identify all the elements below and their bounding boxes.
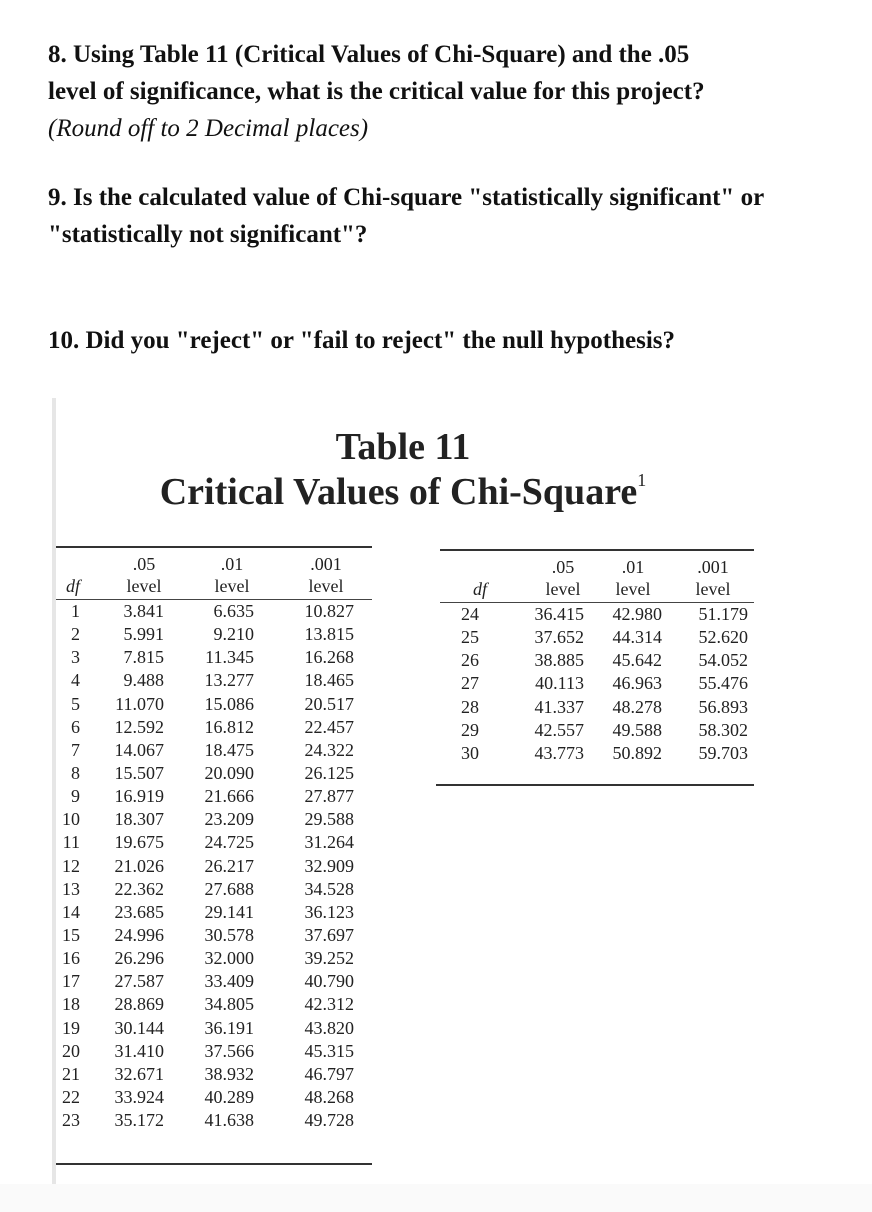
level-05-cell: 15.507 xyxy=(114,763,164,784)
table-footnote-mark: 1 xyxy=(637,470,647,490)
df-cell: 28 xyxy=(461,696,479,717)
df-cell: 1 xyxy=(71,601,80,622)
df-cell: 5 xyxy=(71,693,80,714)
question-9-line-1: 9. Is the calculated value of Chi-square "statistically significant" or xyxy=(48,184,765,211)
df-cell: 13 xyxy=(62,878,80,899)
level-05-cell: 11.070 xyxy=(115,693,164,714)
table-row xyxy=(52,669,374,692)
level-01-cell: 44.314 xyxy=(612,627,662,648)
level-05-cell: 36.415 xyxy=(534,604,584,625)
left-header-col-05-top: .05 xyxy=(132,554,156,574)
df-cell: 15 xyxy=(62,925,80,946)
level-05-cell: 42.557 xyxy=(534,719,584,740)
table-row xyxy=(52,901,374,924)
level-05-cell: 19.675 xyxy=(114,832,164,853)
question-8 xyxy=(48,36,848,147)
level-001-cell: 20.517 xyxy=(304,693,354,714)
level-05-cell: 33.924 xyxy=(114,1087,164,1108)
left-header-df: df xyxy=(65,576,80,596)
table-row xyxy=(52,855,374,878)
right-header-df: df xyxy=(472,579,487,599)
table-row xyxy=(52,1086,374,1109)
level-05-cell: 9.488 xyxy=(123,670,164,691)
df-cell: 11 xyxy=(62,832,80,853)
left-header-col-01-level: level xyxy=(214,576,250,596)
level-001-cell: 39.252 xyxy=(304,948,354,969)
level-001-cell: 32.909 xyxy=(304,855,354,876)
level-01-cell: 15.086 xyxy=(204,693,254,714)
level-01-cell: 42.980 xyxy=(612,604,662,625)
level-01-cell: 33.409 xyxy=(204,971,254,992)
table-row xyxy=(52,970,374,993)
question-10 xyxy=(48,322,848,359)
table-row xyxy=(452,672,758,695)
level-05-cell: 38.885 xyxy=(534,650,584,671)
level-001-cell: 45.315 xyxy=(304,1040,354,1061)
chi-square-table-right xyxy=(452,603,758,765)
left-table-top-rule xyxy=(56,546,372,548)
level-01-cell: 20.090 xyxy=(204,763,254,784)
level-001-cell: 46.797 xyxy=(304,1063,354,1084)
table-row xyxy=(452,742,758,765)
level-001-cell: 37.697 xyxy=(304,925,354,946)
level-001-cell: 18.465 xyxy=(304,670,354,691)
right-header-col-05-top: .05 xyxy=(551,557,575,577)
level-05-cell: 37.652 xyxy=(534,627,584,648)
level-01-cell: 49.588 xyxy=(612,719,662,740)
level-001-cell: 43.820 xyxy=(304,1017,354,1038)
right-header-col-001-level: level xyxy=(695,579,731,599)
left-header-col-05 xyxy=(104,553,184,597)
right-header-col-01 xyxy=(598,556,668,600)
level-05-cell: 30.144 xyxy=(114,1017,164,1038)
level-05-cell: 18.307 xyxy=(114,809,164,830)
level-01-cell: 29.141 xyxy=(204,901,254,922)
level-01-cell: 45.642 xyxy=(612,650,662,671)
level-01-cell: 32.000 xyxy=(204,948,254,969)
chi-square-table-left xyxy=(52,600,374,1132)
right-header-col-01-level: level xyxy=(615,579,651,599)
level-01-cell: 11.345 xyxy=(205,647,254,668)
level-01-cell: 37.566 xyxy=(204,1040,254,1061)
level-01-cell: 18.475 xyxy=(204,739,254,760)
level-001-cell: 27.877 xyxy=(304,786,354,807)
df-cell: 29 xyxy=(461,719,479,740)
df-cell: 6 xyxy=(71,716,80,737)
question-8-line-1: 8. Using Table 11 (Critical Values of Chi-Square) and the .05 xyxy=(48,41,690,68)
table-subtitle xyxy=(103,470,703,514)
left-header-col-001 xyxy=(284,553,368,597)
table-row xyxy=(52,739,374,762)
level-01-cell: 40.289 xyxy=(204,1087,254,1108)
level-001-cell: 26.125 xyxy=(304,763,354,784)
level-001-cell: 22.457 xyxy=(304,716,354,737)
level-001-cell: 13.815 xyxy=(304,624,354,645)
level-001-cell: 24.322 xyxy=(304,739,354,760)
level-001-cell: 58.302 xyxy=(698,719,748,740)
df-cell: 12 xyxy=(62,855,80,876)
table-row xyxy=(52,785,374,808)
level-001-cell: 16.268 xyxy=(304,647,354,668)
right-header-col-001-top: .001 xyxy=(697,557,729,577)
df-cell: 25 xyxy=(461,627,479,648)
level-01-cell: 50.892 xyxy=(612,742,662,763)
level-01-cell: 36.191 xyxy=(204,1017,254,1038)
table-row xyxy=(452,603,758,626)
df-cell: 26 xyxy=(461,650,479,671)
df-cell: 14 xyxy=(62,901,80,922)
level-05-cell: 21.026 xyxy=(114,855,164,876)
level-05-cell: 24.996 xyxy=(114,925,164,946)
page-bottom-shade xyxy=(0,1184,872,1212)
table-title: Table 11 xyxy=(335,426,471,468)
df-cell: 24 xyxy=(461,604,479,625)
df-cell: 27 xyxy=(461,673,479,694)
question-8-note: (Round off to 2 Decimal places) xyxy=(48,115,369,142)
level-05-cell: 14.067 xyxy=(114,739,164,760)
right-table-top-rule xyxy=(440,549,754,551)
df-cell: 23 xyxy=(62,1110,80,1131)
table-row xyxy=(52,878,374,901)
level-05-cell: 35.172 xyxy=(114,1110,164,1131)
level-001-cell: 55.476 xyxy=(698,673,748,694)
level-05-cell: 31.410 xyxy=(114,1040,164,1061)
question-10-line-1: 10. Did you "reject" or "fail to reject" the null hypothesis? xyxy=(48,327,675,354)
table-row xyxy=(52,1063,374,1086)
level-01-cell: 38.932 xyxy=(204,1063,254,1084)
level-01-cell: 41.638 xyxy=(204,1110,254,1131)
table-row xyxy=(52,1109,374,1132)
df-cell: 20 xyxy=(62,1040,80,1061)
df-cell: 17 xyxy=(62,971,80,992)
level-001-cell: 48.268 xyxy=(304,1087,354,1108)
table-row xyxy=(452,696,758,719)
question-8-line-2: level of significance, what is the critical value for this project? xyxy=(48,78,705,105)
level-001-cell: 59.703 xyxy=(698,742,748,763)
level-05-cell: 16.919 xyxy=(114,786,164,807)
table-row xyxy=(52,693,374,716)
level-05-cell: 27.587 xyxy=(114,971,164,992)
level-05-cell: 7.815 xyxy=(123,647,164,668)
df-cell: 22 xyxy=(62,1087,80,1108)
level-001-cell: 34.528 xyxy=(304,878,354,899)
table-row xyxy=(52,1040,374,1063)
right-header-col-05 xyxy=(528,556,598,600)
level-05-cell: 23.685 xyxy=(114,901,164,922)
level-05-cell: 41.337 xyxy=(534,696,584,717)
table-row xyxy=(452,626,758,649)
table-subtitle-text: Critical Values of Chi-Square xyxy=(159,471,638,513)
level-01-cell: 6.635 xyxy=(213,601,254,622)
right-header-col-05-level: level xyxy=(545,579,581,599)
level-001-cell: 54.052 xyxy=(698,650,748,671)
question-9-line-2: "statistically not significant"? xyxy=(48,221,368,248)
table-row xyxy=(452,719,758,742)
df-cell: 4 xyxy=(71,670,80,691)
left-header-col-001-level: level xyxy=(308,576,344,596)
table-row xyxy=(52,600,374,623)
left-table-bottom-rule xyxy=(56,1163,372,1165)
df-cell: 16 xyxy=(62,948,80,969)
question-9 xyxy=(48,179,848,253)
level-01-cell: 23.209 xyxy=(204,809,254,830)
level-05-cell: 22.362 xyxy=(114,878,164,899)
level-01-cell: 9.210 xyxy=(213,624,254,645)
df-cell: 30 xyxy=(461,742,479,763)
df-cell: 18 xyxy=(62,994,80,1015)
right-header-col-001 xyxy=(676,556,750,600)
right-header-col-01-top: .01 xyxy=(621,557,645,577)
left-header-col-01 xyxy=(192,553,272,597)
df-cell: 9 xyxy=(71,786,80,807)
table-row xyxy=(52,646,374,669)
level-05-cell: 12.592 xyxy=(114,716,164,737)
level-01-cell: 48.278 xyxy=(612,696,662,717)
table-row xyxy=(52,1017,374,1040)
level-01-cell: 46.963 xyxy=(612,673,662,694)
level-01-cell: 21.666 xyxy=(204,786,254,807)
level-01-cell: 24.725 xyxy=(204,832,254,853)
left-header-col-01-top: .01 xyxy=(220,554,244,574)
df-cell: 2 xyxy=(71,624,80,645)
df-cell: 3 xyxy=(71,647,80,668)
left-header-col-001-top: .001 xyxy=(310,554,342,574)
level-001-cell: 56.893 xyxy=(698,696,748,717)
level-001-cell: 36.123 xyxy=(304,901,354,922)
table-row xyxy=(452,649,758,672)
level-01-cell: 13.277 xyxy=(204,670,254,691)
table-row xyxy=(52,924,374,947)
level-01-cell: 30.578 xyxy=(204,925,254,946)
level-01-cell: 16.812 xyxy=(204,716,254,737)
level-001-cell: 29.588 xyxy=(304,809,354,830)
df-cell: 7 xyxy=(71,739,80,760)
table-row xyxy=(52,831,374,854)
level-001-cell: 52.620 xyxy=(698,627,748,648)
level-05-cell: 3.841 xyxy=(123,601,164,622)
level-001-cell: 42.312 xyxy=(304,994,354,1015)
df-cell: 21 xyxy=(62,1063,80,1084)
level-05-cell: 26.296 xyxy=(114,948,164,969)
level-001-cell: 40.790 xyxy=(304,971,354,992)
level-05-cell: 5.991 xyxy=(123,624,164,645)
level-001-cell: 10.827 xyxy=(304,601,354,622)
df-cell: 8 xyxy=(71,763,80,784)
table-row xyxy=(52,762,374,785)
level-05-cell: 28.869 xyxy=(114,994,164,1015)
level-01-cell: 34.805 xyxy=(204,994,254,1015)
right-table-bottom-rule xyxy=(436,784,754,786)
left-header-col-05-level: level xyxy=(126,576,162,596)
level-01-cell: 27.688 xyxy=(204,878,254,899)
level-001-cell: 31.264 xyxy=(304,832,354,853)
df-cell: 19 xyxy=(62,1017,80,1038)
table-row xyxy=(52,808,374,831)
level-001-cell: 49.728 xyxy=(304,1110,354,1131)
level-05-cell: 40.113 xyxy=(535,673,584,694)
table-row xyxy=(52,716,374,739)
level-05-cell: 43.773 xyxy=(534,742,584,763)
table-row xyxy=(52,947,374,970)
table-row xyxy=(52,623,374,646)
level-01-cell: 26.217 xyxy=(204,855,254,876)
df-cell: 10 xyxy=(62,809,80,830)
level-05-cell: 32.671 xyxy=(114,1063,164,1084)
level-001-cell: 51.179 xyxy=(698,604,748,625)
table-row xyxy=(52,993,374,1016)
